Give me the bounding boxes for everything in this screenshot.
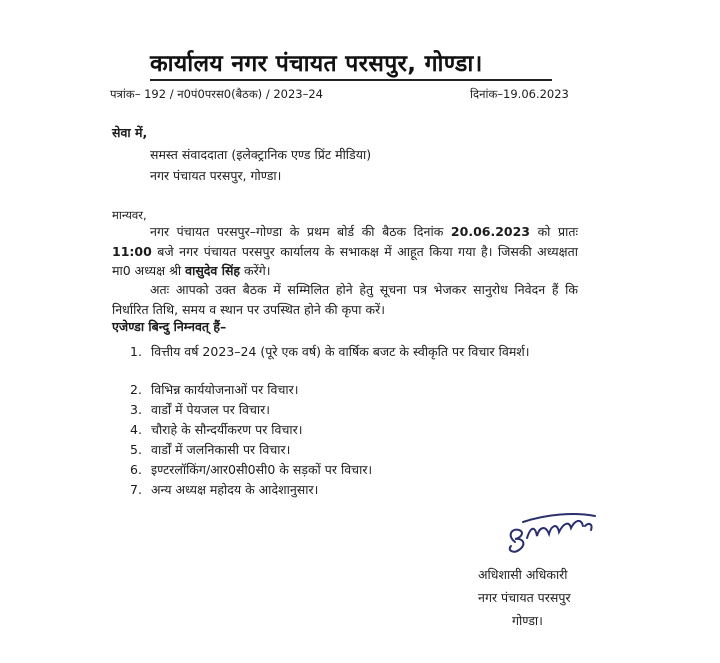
agenda-text: विभिन्न कार्ययोजनाओं पर विचार। xyxy=(151,382,299,397)
agenda-text: अन्य अध्यक्ष महोदय के आदेशानुसार। xyxy=(151,482,319,497)
agenda-text: इण्टरलॉकिंग/आर0सी0सी0 के सड़कों पर विचार। xyxy=(151,462,373,477)
chairperson-name: वासुदेव सिंह xyxy=(185,263,241,278)
greeting: मान्यवर, xyxy=(112,208,147,222)
handwritten-signature xyxy=(497,508,607,566)
agenda-heading: एजेण्डा बिन्दु निम्नवत् हैं– xyxy=(112,319,227,334)
agenda-number: 7. xyxy=(130,482,142,497)
signatory-designation: अधिशासी अधिकारी xyxy=(478,567,568,582)
paragraph-1 xyxy=(112,222,578,281)
signatory-office: नगर पंचायत परसपुर xyxy=(478,590,571,605)
to-label: सेवा में, xyxy=(112,125,148,140)
agenda-number: 2. xyxy=(130,382,142,397)
agenda-text: वित्तीय वर्ष 2023–24 (पूरे एक वर्ष) के वार्षिक बजट के स्वीकृति पर विचार विमर्श। xyxy=(151,344,530,359)
agenda-number: 3. xyxy=(130,402,142,417)
agenda-text: वार्डों में पेयजल पर विचार। xyxy=(151,402,271,417)
agenda-item xyxy=(130,400,590,420)
meeting-time: 11:00 xyxy=(112,243,152,259)
p1-part-c: बजे नगर पंचायत परसपुर कार्यालय के सभाकक्ष में आहूत किया गया है। जिसकी अध्यक्षता मा0 अध्यक्ष श्री xyxy=(112,243,578,278)
p1-part-d: करेंगे। xyxy=(244,263,271,278)
agenda-number: 6. xyxy=(130,462,142,477)
agenda-text: चौराहे के सौन्दर्यीकरण पर विचार। xyxy=(151,422,303,437)
agenda-item xyxy=(130,380,590,400)
address-line-2: नगर पंचायत परसपुर, गोण्डा। xyxy=(150,168,282,183)
agenda-number: 5. xyxy=(130,442,142,457)
office-title: कार्यालय नगर पंचायत परसपुर, गोण्डा। xyxy=(150,51,483,77)
letter-date: दिनांक–19.06.2023 xyxy=(470,87,569,101)
letter-number: पत्रांक– 192 / न0पं0परस0(बैठक) / 2023–24 xyxy=(110,87,323,101)
p1-part-b: को प्रातः xyxy=(537,224,578,239)
agenda-list xyxy=(130,342,590,500)
paragraph-2: अतः आपको उक्त बैठक में सम्मिलित होने हेतु सूचना पत्र भेजकर सानुरोध निवेदन हैं कि निर्धारित तिथि, समय व स्थान पर उपस्थित होने की कृपा करें। xyxy=(112,282,578,317)
address-line-1: समस्त संवाददाता (इलेक्ट्रानिक एण्ड प्रिंट मीडिया) xyxy=(150,147,372,162)
agenda-number: 4. xyxy=(130,422,142,437)
meeting-date: 20.06.2023 xyxy=(450,224,530,239)
agenda-item xyxy=(130,460,590,480)
agenda-number: 1. xyxy=(130,344,142,359)
agenda-item xyxy=(130,440,590,460)
signatory-place: गोण्डा। xyxy=(512,613,543,628)
agenda-item xyxy=(130,342,590,380)
p1-part-a: नगर पंचायत परसपुर–गोण्डा के प्रथम बोर्ड की बैठक दिनांक xyxy=(150,224,444,239)
agenda-item xyxy=(130,420,590,440)
agenda-text: वार्डों में जलनिकासी पर विचार। xyxy=(151,442,291,457)
agenda-item xyxy=(130,480,590,500)
title-underline xyxy=(150,79,552,81)
